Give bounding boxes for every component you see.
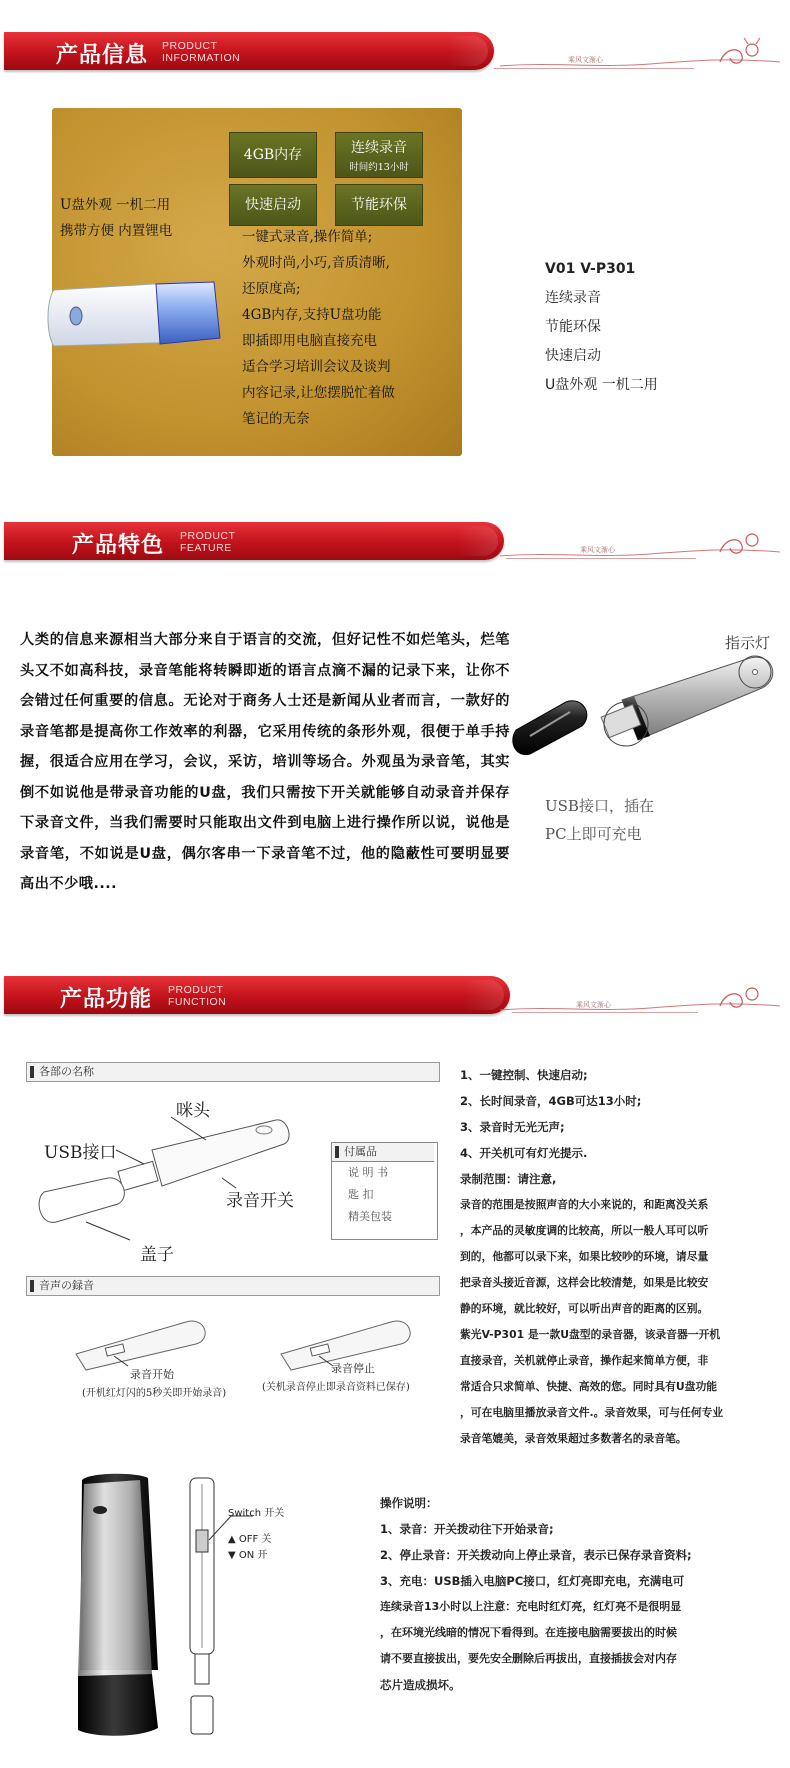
function-item: 常适合只求简单、快捷、高效的您。同时具有U盘功能 <box>460 1380 718 1393</box>
usb-note-line-1: USB接口，插在 <box>545 797 654 815</box>
function-item: 直接录音，关机就停止录音，操作起来简单方便，非 <box>460 1354 709 1367</box>
header-subtitle-2: FUNCTION <box>168 996 227 1008</box>
operation-item: 请不要直接拔出，要先安全删除后再拔出，直接插拔会对内存 <box>380 1652 677 1665</box>
usb-recorder-image <box>36 276 232 356</box>
function-item: 3、录音时无光无声; <box>460 1120 565 1134</box>
function-item: 紫光V-P301 是一款U盘型的录音器，该录音器一开机 <box>460 1328 721 1341</box>
mic-label: 咪头 <box>176 1101 210 1121</box>
operation-item: ，在环境光线暗的情况下看得到。在连接电脑需要拔出的时候 <box>380 1626 677 1639</box>
function-item: 1、一键控制、快速启动; <box>460 1068 588 1082</box>
tag-memory: 4GB内存 <box>229 132 317 178</box>
info-panel <box>52 108 462 456</box>
operation-item: 2、停止录音：开关拨动向上停止录音，表示已保存录音资料; <box>380 1548 692 1562</box>
record-start-note: (开机红灯闪的5秒关即开始录音) <box>82 1388 227 1399</box>
accessories-title: 付属品 <box>332 1143 434 1162</box>
desc-line-8: 笔记的无奈 <box>242 411 310 427</box>
spec-model: V01 V-P301 <box>545 261 636 277</box>
header-subtitle-2: FEATURE <box>180 542 232 554</box>
section-header-info <box>0 28 790 88</box>
header-title: 产品特色 <box>72 533 165 558</box>
operation-item: 3、充电：USB插入电脑PC接口，红灯亮即充电，充满电可 <box>380 1574 685 1588</box>
function-item: 4、开关机可有灯光提示. <box>460 1146 588 1160</box>
desc-line-7: 内容记录,让您摆脱忙着做 <box>242 385 395 401</box>
parts-diagram <box>26 1082 438 1265</box>
function-item: 录音的范围是按照声音的大小来说的，和距离没关系 <box>460 1198 709 1211</box>
recorder-with-cap-image <box>510 650 790 770</box>
vine-text: 乘风文渐心 <box>568 56 603 64</box>
operation-list <box>380 1490 780 1698</box>
operation-title: 操作说明： <box>380 1496 438 1510</box>
desc-line-3: 还原度高; <box>242 281 301 297</box>
recording-diagram <box>26 1296 438 1406</box>
left-feature-line-2: 携带方便 内置锂电 <box>60 223 173 239</box>
record-switch-label: 录音开关 <box>226 1191 294 1211</box>
function-item: 把录音头接近音源，这样会比较清楚，如果是比较安 <box>460 1276 709 1289</box>
header-subtitle-2: INFORMATION <box>162 52 241 64</box>
function-item: ，本产品的灵敏度调的比较高，所以一般人耳可以听 <box>460 1224 709 1237</box>
section-header-feature <box>0 518 790 578</box>
spec-list <box>545 255 658 400</box>
device-photo <box>70 1470 170 1740</box>
left-feature-line-1: U盘外观 一机二用 <box>60 197 171 213</box>
operation-item: 连续录音13小时以上注意：充电时红灯亮，红灯亮不是很明显 <box>380 1600 682 1613</box>
record-start-image <box>66 1304 216 1374</box>
feature-paragraph: 人类的信息来源相当大部分来自于语言的交流，但好记性不如烂笔头，烂笔头又不如高科技，录音笔能将转瞬即逝的语言点滴不漏的记录下来，让你不会错过任何重要的信息。无论对于商务人士还是新闻从业者而言，一款好的录音笔都是提高你工作效率的利器，它采用传统的条形外观，很便于单手持握，很适合应用在学习，会议，采访，培训等场合。外观虽为录音笔，其实倒不如说他是带录音功能的U盘，我们只需按下开关就能够自动录音并保存下录音文件，当我们需要时只能取出文件到电脑上进行操作所以说，说他是录音笔，不如说是U盘，偶尔客串一下录音笔不过，他的隐蔽性可要明显要高出不少哦.... <box>20 632 510 892</box>
desc-line-4: 4GB内存,支持U盘功能 <box>242 307 382 323</box>
switch-off-label: ▲ OFF 关 <box>228 1534 272 1545</box>
tag-continuous-label: 连续录音 <box>351 140 407 156</box>
vine-text: 乘风文渐心 <box>576 1001 611 1009</box>
indicator-light-label: 指示灯 <box>725 634 771 652</box>
usb-note-line-2: PC上即可充电 <box>545 825 642 843</box>
vine-text: 乘风文渐心 <box>580 546 615 554</box>
switch-on-label: ▼ ON 开 <box>228 1550 268 1561</box>
feature-image <box>510 620 790 850</box>
function-item: 2、长时间录音，4GB可达13小时; <box>460 1094 642 1108</box>
header-subtitle-1: PRODUCT <box>162 40 218 52</box>
switch-label: Switch 开关 <box>228 1508 285 1519</box>
function-item: 录音笔媲美，录音效果超过多数著名的录音笔。 <box>460 1432 687 1445</box>
function-item: 录制范围：请注意, <box>460 1172 557 1186</box>
accessory-item: 匙 扣 <box>348 1188 374 1201</box>
desc-line-1: 一键式录音,操作简单; <box>242 229 373 245</box>
vine-ornament <box>490 518 790 568</box>
accessory-item: 说 明 书 <box>348 1166 388 1179</box>
spec-item: 节能环保 <box>545 319 601 335</box>
spec-item: 连续录音 <box>545 290 601 306</box>
record-stop-label: 录音停止 <box>331 1362 375 1375</box>
vine-ornament <box>490 28 790 78</box>
tag-quick-start: 快速启动 <box>229 184 317 226</box>
record-stop-note: (关机录音停止即录音资料已保存) <box>262 1382 410 1393</box>
usb-port-label: USB接口 <box>44 1143 117 1163</box>
desc-line-6: 适合学习培训会议及谈判 <box>242 359 391 375</box>
vine-ornament <box>490 972 790 1022</box>
header-subtitle-1: PRODUCT <box>180 530 236 542</box>
header-title: 产品功能 <box>60 987 153 1012</box>
accessory-item: 精美包装 <box>348 1210 392 1223</box>
spec-item: U盘外观 一机二用 <box>545 377 658 393</box>
parts-panel-title: 各部の名称 <box>26 1062 440 1082</box>
operation-item: 1、录音：开关拨动往下开始录音; <box>380 1522 554 1536</box>
record-start-label: 录音开始 <box>130 1368 174 1381</box>
tag-energy-saving: 节能环保 <box>335 184 423 226</box>
section-header-function <box>0 972 790 1032</box>
header-subtitle-1: PRODUCT <box>168 984 224 996</box>
desc-line-5: 即插即用电脑直接充电 <box>242 333 377 349</box>
spec-item: 快速启动 <box>545 348 601 364</box>
function-list <box>460 1062 778 1452</box>
accessories-box <box>331 1142 438 1240</box>
tag-continuous-recording <box>335 132 423 178</box>
cap-label: 盖子 <box>140 1245 174 1265</box>
operation-item: 芯片造成损坏。 <box>380 1678 461 1692</box>
function-item: 到的，他都可以录下来，如果比较吵的环境，请尽量 <box>460 1250 709 1263</box>
desc-line-2: 外观时尚,小巧,音质清晰, <box>242 255 390 271</box>
tag-duration-label: 时间约13小时 <box>349 162 409 173</box>
recording-panel-title: 音声の録音 <box>26 1276 440 1296</box>
header-title: 产品信息 <box>56 43 149 68</box>
function-item: 静的环境，就比较好，可以听出声音的距离的区别。 <box>460 1302 709 1315</box>
function-item: ，可在电脑里播放录音文件.。录音效果，可与任何专业 <box>460 1406 724 1419</box>
